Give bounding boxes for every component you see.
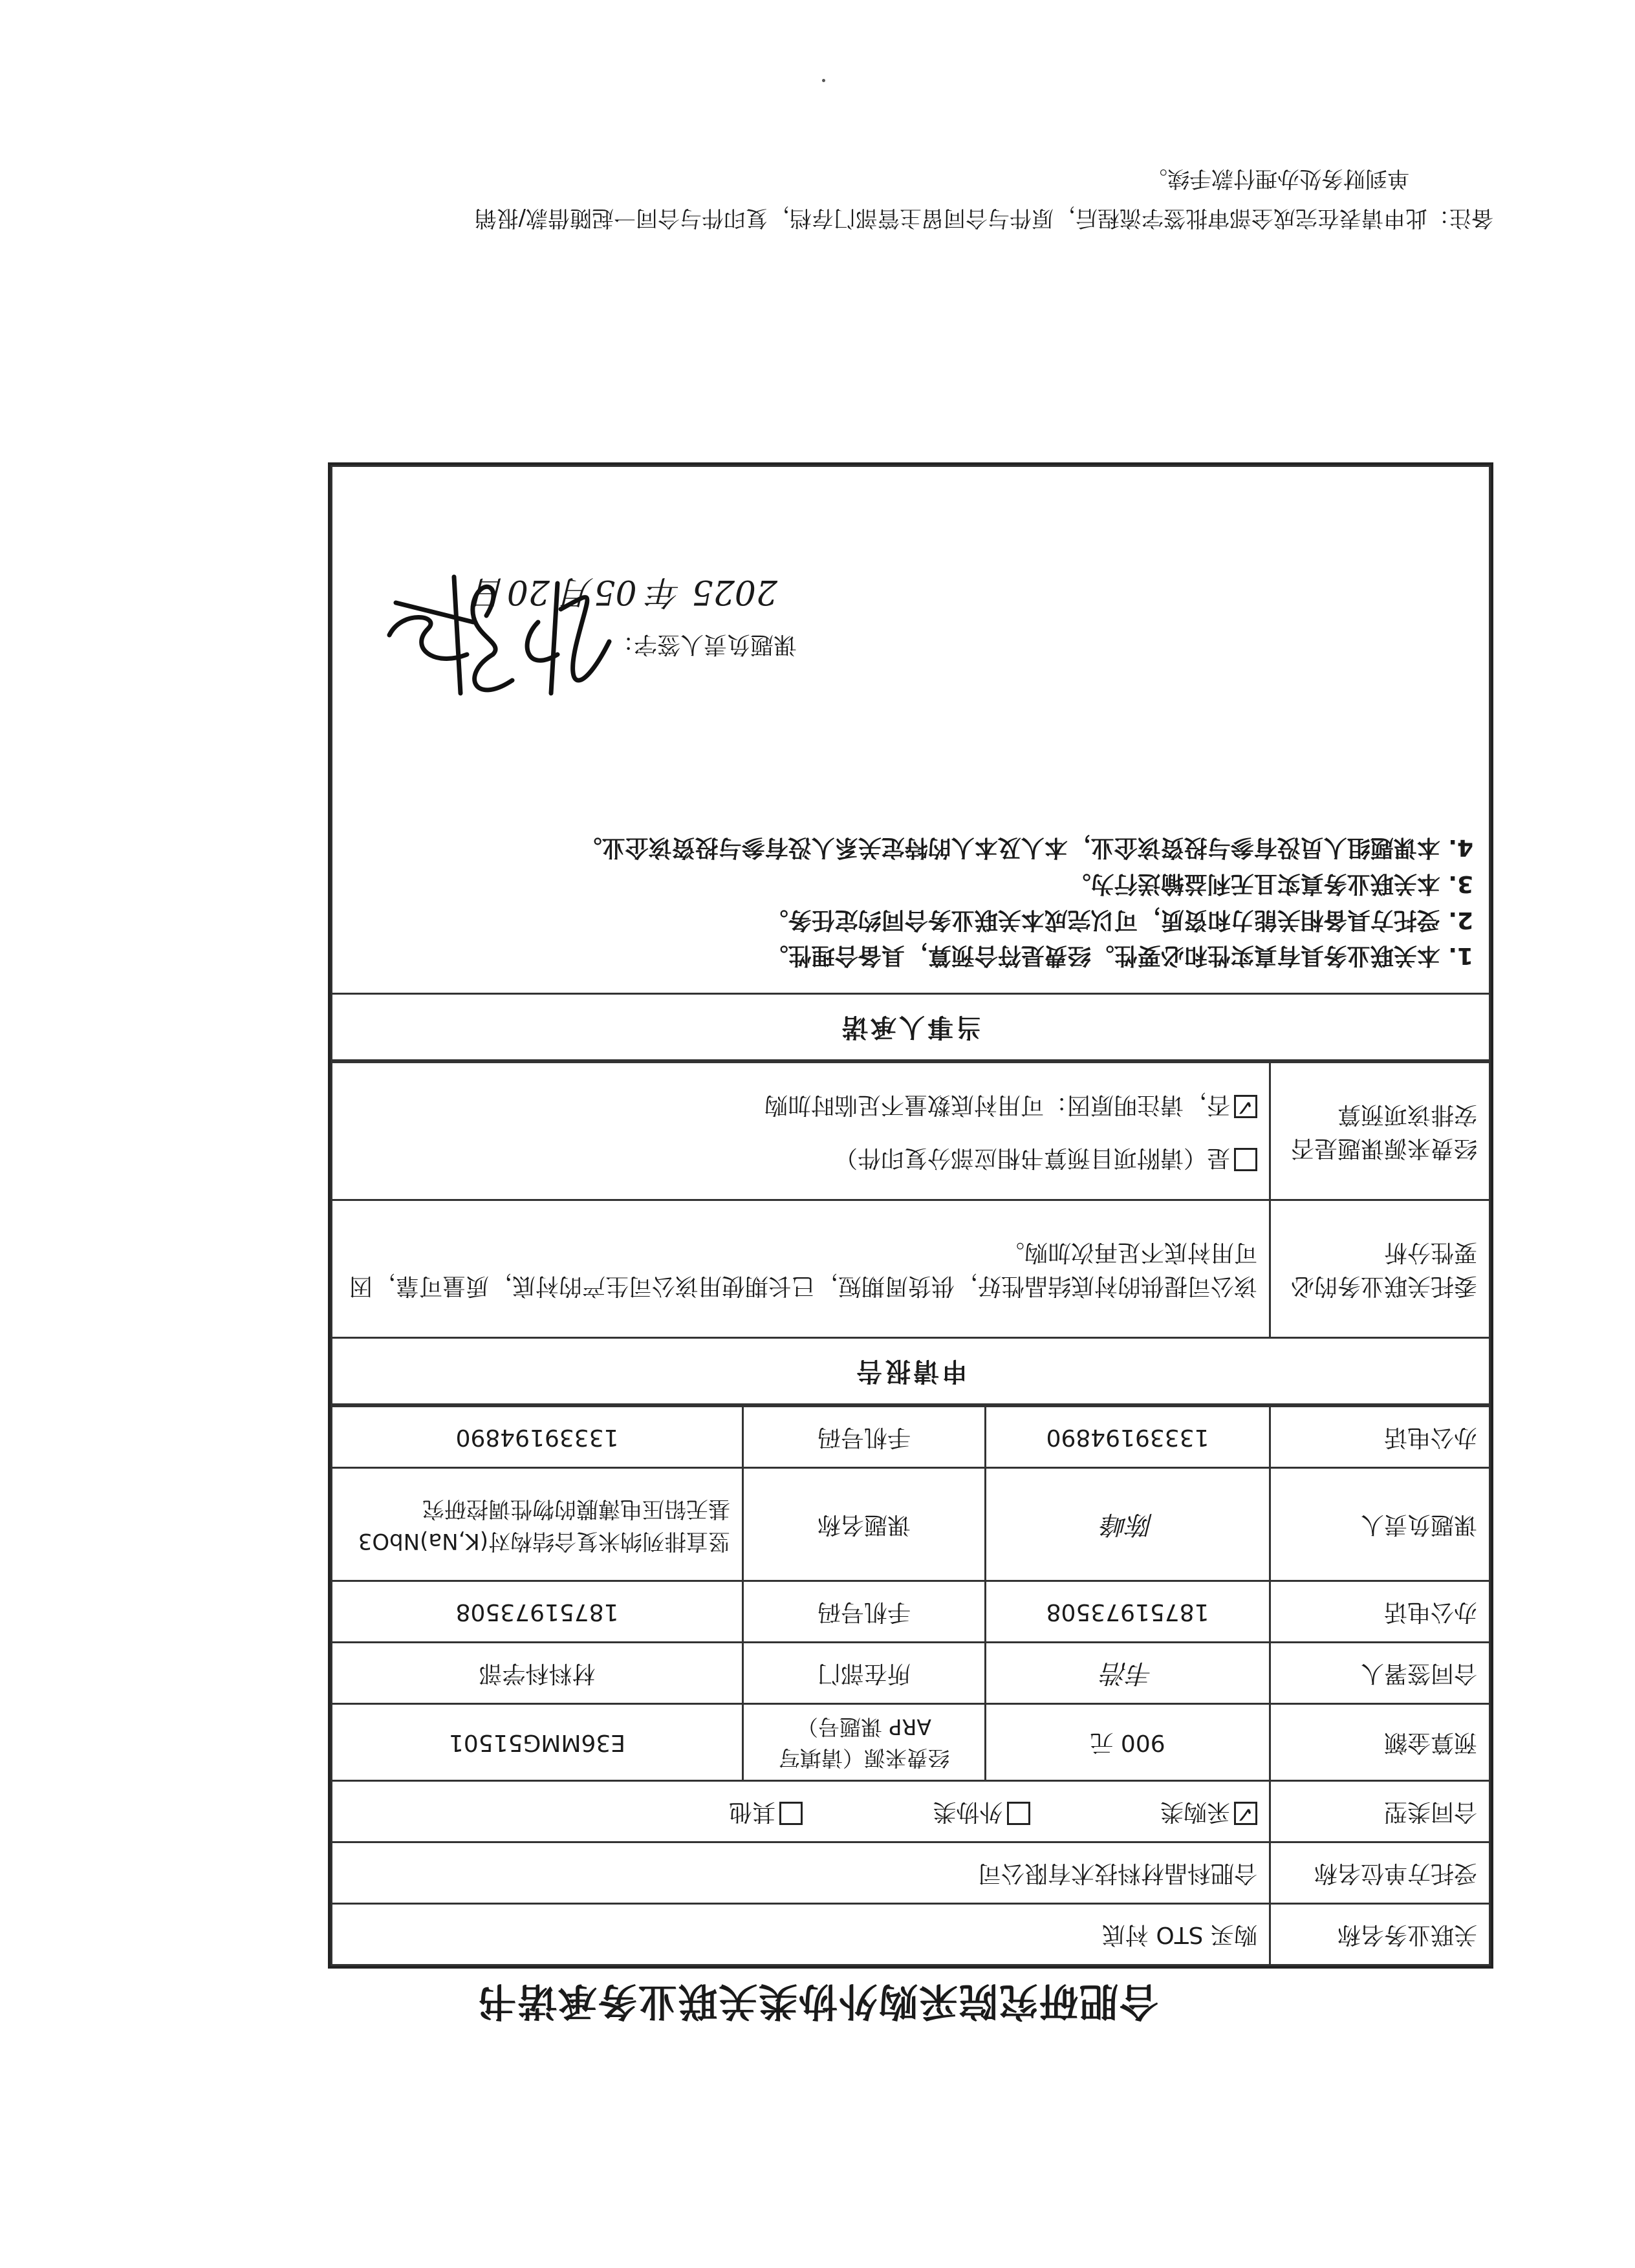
info-table — [330, 1405, 1491, 1966]
project-name-value: 竖直排列纳米复合结构对(K,Na)NbO3 基无铅压电薄膜的物性调控研究 — [332, 1468, 743, 1581]
pi-value: 陈峰 — [986, 1468, 1270, 1581]
signature-label: 课题负责人签字： — [610, 631, 797, 658]
business-name-label: 关联业务名称 — [1270, 1904, 1490, 1965]
commitment-table — [330, 465, 1491, 1061]
report-table — [330, 1061, 1491, 1405]
commitment-list — [332, 829, 1489, 993]
signature-area — [332, 467, 1489, 829]
budget-yes-option[interactable]: 是（请附项目预算书相应部分复印件） — [344, 1141, 1257, 1174]
commitment-form — [328, 462, 1493, 1969]
fund-source-value: E36MMG51501 — [332, 1704, 743, 1781]
budget-arranged-options — [332, 1063, 1270, 1200]
budget-label: 预算金额 — [1270, 1704, 1490, 1781]
checkbox-checked-icon[interactable] — [1234, 1802, 1257, 1825]
commitment-item: 4. 本课题组人员没有参与投资该企业，本人及本人的特定关系人没有参与投资该企业。 — [578, 834, 1473, 861]
document-title: 合肥研究院采购外协类关联业务承诺书 — [477, 1978, 1158, 2024]
contract-type-option[interactable]: ✓采购类 — [1160, 1798, 1257, 1825]
contract-type-option[interactable]: 其他 — [729, 1798, 803, 1825]
office-phone-value: 13339194890 — [986, 1407, 1270, 1468]
checkbox-empty-icon[interactable] — [779, 1802, 803, 1825]
office-phone-label: 办公电话 — [1270, 1581, 1490, 1643]
entrusted-unit-label: 受托方单位名称 — [1270, 1842, 1490, 1904]
signer-label: 合同签署人 — [1270, 1643, 1490, 1704]
report-section-title: 申请报告 — [332, 1338, 1490, 1405]
handwritten-signature — [376, 564, 622, 732]
business-name-value: 购买 STO 衬底 — [332, 1904, 1270, 1965]
pi-label: 课题负责人 — [1270, 1468, 1490, 1581]
scan-speck — [822, 79, 825, 82]
fund-source-label: 经费来源（请填写 ARP 课题号） — [743, 1704, 986, 1781]
contract-type-options — [332, 1781, 1270, 1842]
mobile-label: 手机号码 — [743, 1581, 986, 1643]
office-phone-value: 18751973508 — [986, 1581, 1270, 1643]
mobile-value: 13339194890 — [332, 1407, 743, 1468]
dept-label: 所在部门 — [743, 1643, 986, 1704]
signer-value: 韦浩 — [986, 1643, 1270, 1704]
necessity-label: 委托关联业务的必要性分析 — [1270, 1200, 1490, 1338]
office-phone-label: 办公电话 — [1270, 1407, 1490, 1468]
budget-value: 900 元 — [986, 1704, 1270, 1781]
checkbox-empty-icon[interactable] — [1234, 1149, 1257, 1172]
footnote — [290, 158, 1493, 237]
mobile-value: 18751973508 — [332, 1581, 743, 1643]
entrusted-unit-value: 合肥科晶材料技术有限公司 — [332, 1842, 1270, 1904]
budget-no-option[interactable]: ✓否，请注明原因：可用衬底数量不足临时加购 — [344, 1088, 1257, 1121]
necessity-text: 该公司提供的衬底结晶性好，供货周期短，已长期使用该公司生产的衬底，质量可靠，因可用衬底不足再次加购。 — [332, 1200, 1270, 1338]
commitment-item: 2. 受托方具备相关能力和资质，可以完成本关联业务合同约定任务。 — [764, 906, 1473, 933]
project-name-label: 课题名称 — [743, 1468, 986, 1581]
checkbox-checked-icon[interactable] — [1234, 1095, 1257, 1118]
mobile-label: 手机号码 — [743, 1407, 986, 1468]
dept-value: 材料科学部 — [332, 1643, 743, 1704]
checkbox-empty-icon[interactable] — [1007, 1802, 1030, 1825]
commitment-section-title: 当事人承诺 — [332, 994, 1490, 1061]
budget-arranged-label: 经费来源课题是否安排该项预算 — [1270, 1063, 1490, 1200]
footnote-line: 备注：此申请表在完成全部审批签字流程后，原件与合同留主管部门存档，复印件与合同一起随借款/报销 — [474, 205, 1493, 231]
contract-type-label: 合同类型 — [1270, 1781, 1490, 1842]
commitment-item: 3. 本关联业务真实且无利益输送行为。 — [1067, 870, 1473, 897]
signature-date: 2025 年 05月 20日 — [473, 572, 777, 612]
commitment-item: 1. 本关联业务具有真实性和必要性。经费是符合预算，具备合理性。 — [764, 942, 1473, 969]
footnote-line: 单到财务处办理付款手续。 — [1145, 165, 1409, 191]
contract-type-option[interactable]: 外协类 — [933, 1798, 1030, 1825]
